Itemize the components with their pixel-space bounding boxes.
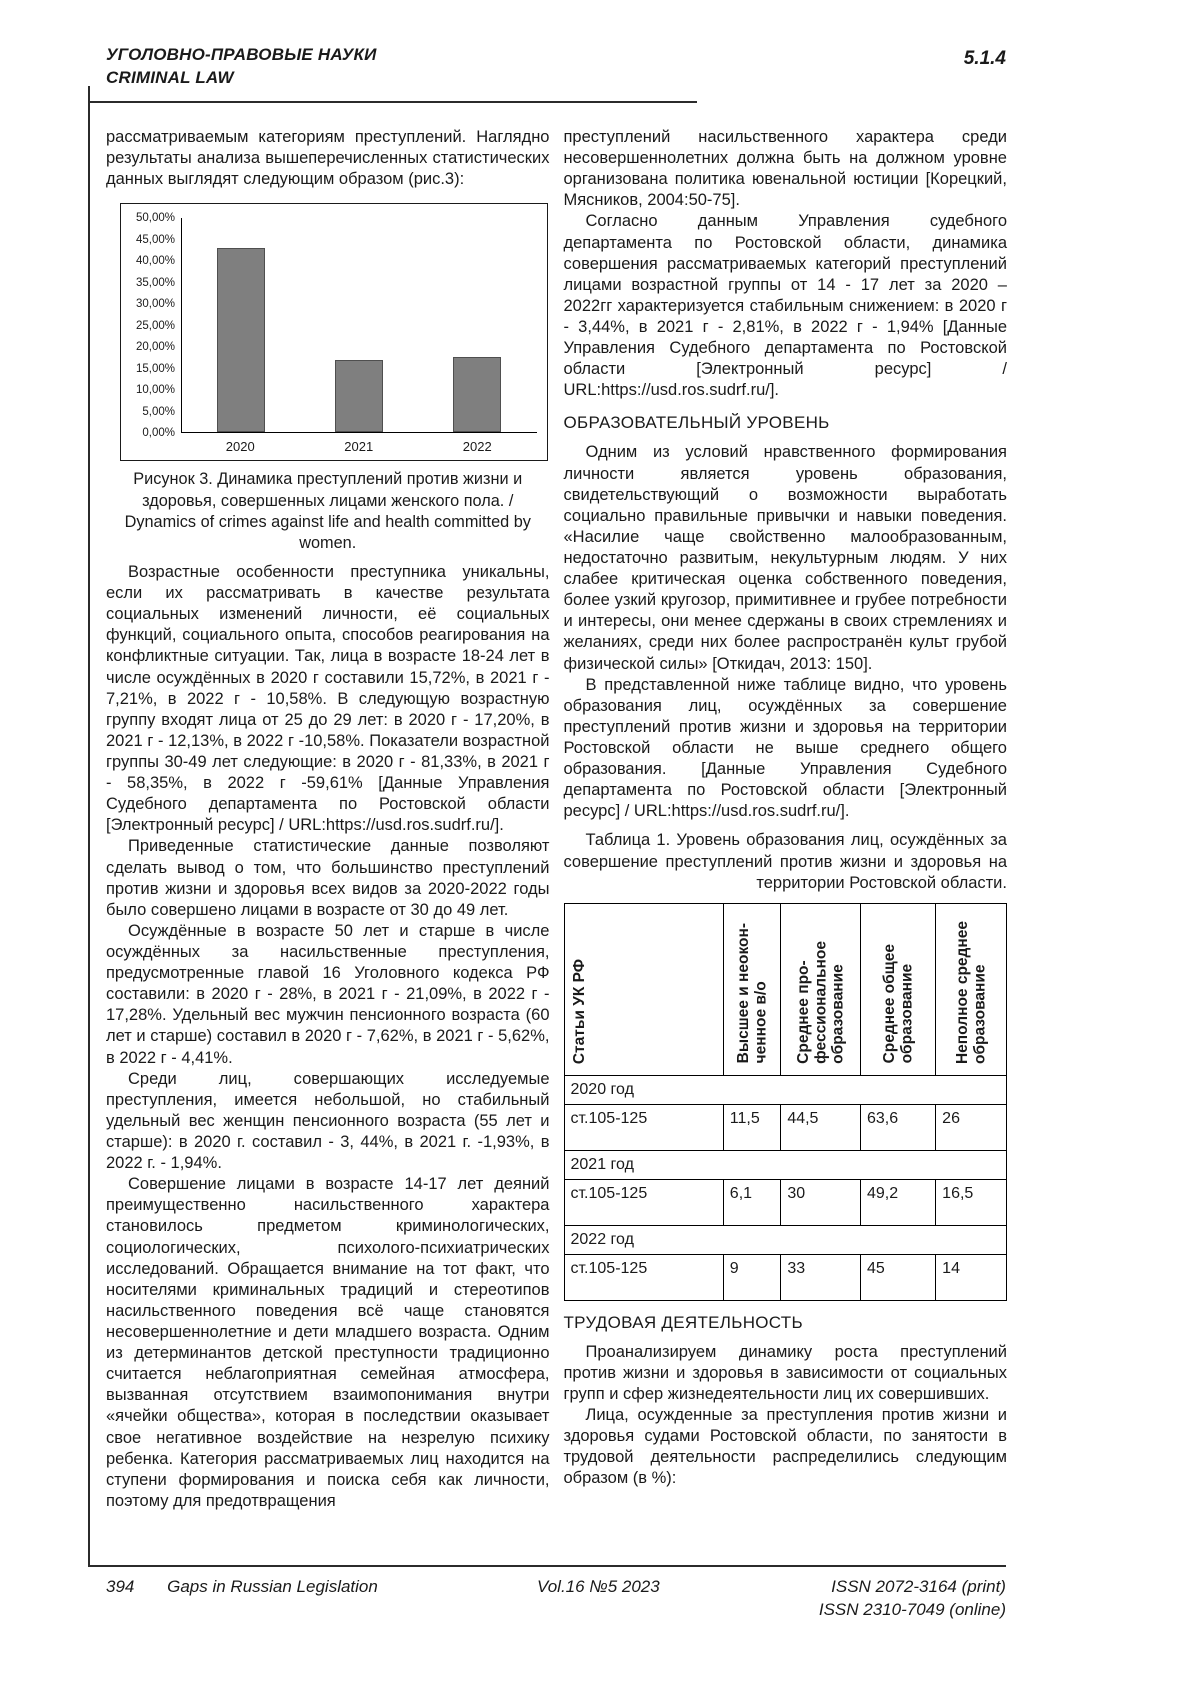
figure-caption: Рисунок 3. Динамика преступлений против жизни и здоровья, совершенных лицами женского пола. / Dynamics of crimes against life and health committed by women. bbox=[124, 470, 531, 552]
header-cell-articles bbox=[564, 903, 723, 1075]
header-rule bbox=[88, 101, 697, 103]
paragraph-labor-1: Проанализируем динамику роста преступлений против жизни и здоровья в зависимости от социальных групп и сфер жизнедеятельности лиц их совершивших. bbox=[563, 1342, 1007, 1403]
footer-rule bbox=[88, 1565, 1006, 1567]
rotated-header-label: Высшее и неокон- ченное в/о bbox=[734, 923, 770, 1064]
cell-value: 26 bbox=[936, 1104, 1007, 1150]
paragraph-pension-women: Среди лиц, совершающих исследуемые преступления, имеется небольшой, но стабильный удельный вес женщин пенсионного возраста (55 лет и старше): в 2020 г. составил - 3, 44%, в 2021 г. -1,93%, в 2022 г. - 1,94%. bbox=[106, 1069, 550, 1173]
bar bbox=[217, 248, 265, 432]
header-cell-incomplete-secondary bbox=[936, 903, 1007, 1075]
y-tick-label: 20,00% bbox=[135, 341, 175, 354]
chart-x-axis bbox=[181, 433, 537, 454]
section-heading-labor: ТРУДОВАЯ ДЕЯТЕЛЬНОСТЬ bbox=[563, 1312, 803, 1332]
paragraph-fifty-plus: Осуждённые в возрасте 50 лет и старше в числе осуждённых за насильственные преступления, предусмотренные главой 16 Уголовного кодекса РФ составили: в 2020 г - 28%, в 2021 г - 21,09%, в 2022 г - 17,28%. Удельный вес мужчин пенсионного возраста (60 лет и старше) составил в 2020 г - 7,62%, в 2021 г - 5,62%, в 2022 г - 4,41%. bbox=[106, 921, 550, 1067]
y-tick-label: 25,00% bbox=[135, 319, 175, 332]
figure-bar-chart bbox=[120, 203, 548, 461]
page-footer bbox=[106, 1576, 1006, 1622]
cell-article: ст.105-125 bbox=[564, 1179, 723, 1225]
journal-name: Gaps in Russian Legislation bbox=[167, 1577, 378, 1596]
cell-value: 16,5 bbox=[936, 1179, 1007, 1225]
paragraph-labor-2: Лица, осужденные за преступления против жизни и здоровья судами Ростовской области, по занятости в трудовой деятельности распределились следующим образом (в %): bbox=[563, 1406, 1007, 1488]
year-label: 2021 год bbox=[564, 1150, 1007, 1179]
year-row-2021 bbox=[564, 1150, 1007, 1179]
bar bbox=[453, 357, 501, 432]
year-row-2022 bbox=[564, 1225, 1007, 1254]
paragraph-education-2: В представленной ниже таблице видно, что уровень образования лиц, осуждённых за совершение преступлений против жизни и здоровья на территории Ростовской области не выше среднего общего образования. [Данные Управления Судебного департамента по Ростовской области [Электронный ресурс] / URL:https://usd.ros.sudrf.ru/]. bbox=[563, 675, 1007, 821]
table-row-2020 bbox=[564, 1104, 1007, 1150]
bar bbox=[335, 360, 383, 433]
paragraph-teen-dynamics: Согласно данным Управления судебного департамента по Ростовской области, динамика совершения рассматриваемых категорий преступлений лицами возрастной группы от 14 - 17 лет за 2020 – 2022гг характеризуется стабильным снижением: в 2020 г - 3,44%, в 2021 г - 2,81%, в 2022 г - 1,94% [Данные Управления Судебного департамента по Ростовской области [Электронный ресурс] / URL:https://usd.ros.sudrf.ru/]. bbox=[563, 212, 1007, 400]
page-number: 394 bbox=[106, 1577, 135, 1596]
cell-value: 30 bbox=[781, 1179, 861, 1225]
y-tick-label: 15,00% bbox=[135, 362, 175, 375]
education-table bbox=[564, 903, 1008, 1301]
issn-online: ISSN 2310-7049 (online) bbox=[818, 1599, 1006, 1619]
paragraph-minors: Совершение лицами в возрасте 14-17 лет деяний преимущественно насильственного характера становилось предметом криминологических, социологических, психолого-психиатрических исследований. Обращается внимание на тот факт, что носителями криминальных традиций и стереотипов насильственного поведения всё чаще становятся несовершеннолетние и дети младшего возраста. Одним из детерминантов детской преступности традиционно считается неблагоприятная семейная атмосфера, вызванная отсутствием взаимопонимания внутри «ячейки общества», которая в последствии оказывает свое негативное воздействие на незрелую психику ребенка. Категория рассматриваемых лиц находится на ступени формирования и поиска себя как личности, поэтому для предотвращения bbox=[106, 1175, 550, 1510]
rotated-header-label: Среднее про- фессиональное образование bbox=[794, 940, 847, 1064]
cell-value: 44,5 bbox=[781, 1104, 861, 1150]
cell-article: ст.105-125 bbox=[564, 1254, 723, 1300]
paragraph-intro: рассматриваемым категориям преступлений. Наглядно результаты анализа вышеперечисленных статистических данных выглядят следующим образом (рис.3): bbox=[106, 128, 550, 189]
left-margin-rule bbox=[88, 86, 90, 1565]
paragraph-juvenile-policy: преступлений насильственного характера среди несовершеннолетних должна быть на должном уровне организована политика ювенальной юстиции [Корецкий, Мясников, 2004:50-75]. bbox=[563, 128, 1007, 210]
footer-left bbox=[106, 1576, 378, 1622]
header-cell-vocational-education bbox=[781, 903, 861, 1075]
volume-info: Vol.16 №5 2023 bbox=[537, 1577, 660, 1596]
issn-print: ISSN 2072-3164 (print) bbox=[831, 1577, 1006, 1596]
cell-value: 63,6 bbox=[860, 1104, 935, 1150]
chart-plot-wrap bbox=[181, 218, 537, 454]
rotated-header-label: Неполное среднее образование bbox=[953, 920, 989, 1064]
y-tick-label: 35,00% bbox=[135, 276, 175, 289]
section-number: 5.1.4 bbox=[963, 48, 1006, 69]
cell-value: 49,2 bbox=[860, 1179, 935, 1225]
y-tick-label: 40,00% bbox=[135, 255, 175, 268]
y-tick-label: 30,00% bbox=[135, 298, 175, 311]
header-title-ru: УГОЛОВНО-ПРАВОВЫЕ НАУКИ bbox=[106, 45, 377, 64]
footer-issn bbox=[819, 1576, 1006, 1622]
chart-body bbox=[125, 212, 537, 455]
right-column bbox=[564, 127, 1008, 1512]
header-title-en: CRIMINAL LAW bbox=[106, 67, 234, 87]
page-header bbox=[106, 44, 1006, 90]
table-row-2022 bbox=[564, 1254, 1007, 1300]
cell-value: 14 bbox=[936, 1254, 1007, 1300]
year-label: 2022 год bbox=[564, 1225, 1007, 1254]
y-tick-label: 50,00% bbox=[135, 212, 175, 225]
cell-value: 45 bbox=[860, 1254, 935, 1300]
cell-value: 9 bbox=[723, 1254, 781, 1300]
x-tick-label: 2020 bbox=[225, 439, 255, 455]
content bbox=[106, 127, 1007, 1512]
left-column bbox=[106, 127, 550, 1512]
paragraph-conclusion: Приведенные статистические данные позволяют сделать вывод о том, что большинство преступлений против жизни и здоровья всех видов за 2020-2022 годы было совершено лицами в возрасте от 30 до 49 лет. bbox=[106, 837, 550, 919]
header-titles bbox=[106, 44, 377, 90]
header-cell-higher-education bbox=[723, 903, 781, 1075]
y-tick-label: 45,00% bbox=[135, 233, 175, 246]
year-label: 2020 год bbox=[564, 1075, 1007, 1104]
section-heading-education: ОБРАЗОВАТЕЛЬНЫЙ УРОВЕНЬ bbox=[563, 413, 830, 433]
cell-value: 33 bbox=[781, 1254, 861, 1300]
y-tick-label: 10,00% bbox=[135, 384, 175, 397]
chart-y-axis bbox=[125, 212, 181, 439]
cell-value: 6,1 bbox=[723, 1179, 781, 1225]
paragraph-age-features: Возрастные особенности преступника уникальны, если их рассматривать в качестве результата социальных изменений личности, её социальных функций, социального опыта, способов реагирования на конфликтные ситуации. Так, лица в возрасте 18-24 лет в числе осуждённых в 2020 г составили 15,72%, в 2021 г - 7,21%, в 2022 г - 10,58%. В следующую возрастную группу входят лица от 25 до 29 лет: в 2020 г - 17,20%, в 2021 г - 12,13%, в 2022 г -10,58%. Показатели возрастной группы 30-49 лет следующие: в 2020 г - 81,33%, в 2021 г - 58,35%, в 2022 г -59,61% [Данные Управления Судебного департамента по Ростовской области [Электронный ресурс] / URL:https://usd.ros.sudrf.ru/]. bbox=[106, 563, 550, 835]
y-tick-label: 0,00% bbox=[142, 427, 175, 440]
cell-value: 11,5 bbox=[723, 1104, 781, 1150]
x-tick-label: 2021 bbox=[344, 439, 374, 455]
rotated-header-label: Статьи УК РФ bbox=[570, 958, 588, 1064]
table-row-2021 bbox=[564, 1179, 1007, 1225]
header-cell-secondary-general bbox=[860, 903, 935, 1075]
paragraph-education-1: Одним из условий нравственного формирования личности является уровень образования, свидетельствующий о возможности выработать социально правильные привычки и навыки поведения. «Насилие чаще свойственно малообразованным, недостаточно развитым, некультурным людям. У них слабее критическая оценка собственного поведения, более узкий кругозор, примитивнее и грубее потребности и интересы, они менее сдержаны в своих стремлениях и желаниях, среди них более распространён культ грубой физической силы» [Откидач, 2013: 150]. bbox=[563, 443, 1007, 673]
y-tick-label: 5,00% bbox=[142, 405, 175, 418]
cell-article: ст.105-125 bbox=[564, 1104, 723, 1150]
x-tick-label: 2022 bbox=[462, 439, 492, 455]
table-header-row bbox=[564, 903, 1007, 1075]
rotated-header-label: Среднее общее образование bbox=[880, 944, 916, 1064]
table-caption: Таблица 1. Уровень образования лиц, осуждённых за совершение преступлений против жизни и здоровья на территории Ростовской области. bbox=[563, 831, 1007, 892]
chart-plot-area bbox=[181, 218, 537, 433]
year-row-2020 bbox=[564, 1075, 1007, 1104]
